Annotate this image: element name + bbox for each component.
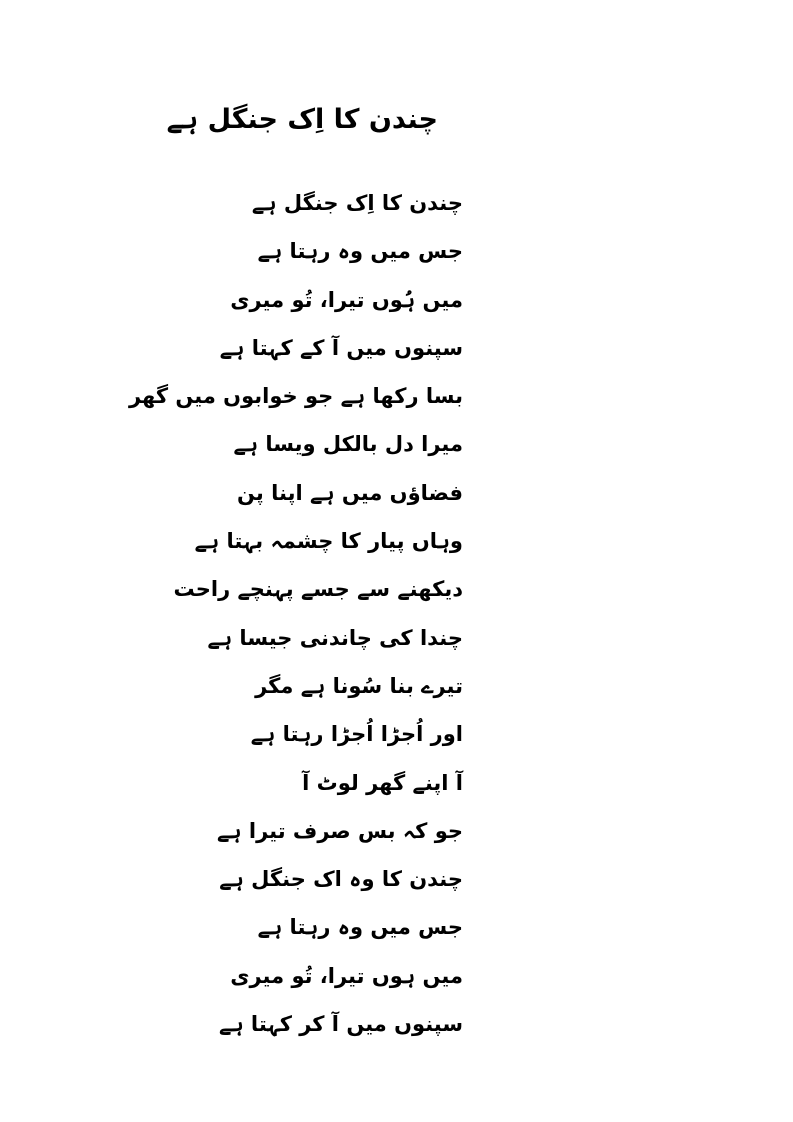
verse-line: آ اپنے گھر لوٹ آ: [302, 770, 463, 795]
verse-line: فضاؤں میں ہے اپنا پن: [237, 480, 463, 505]
verse-line: میں ہوں تیرا، تُو میری: [230, 963, 463, 988]
verse-line: جس میں وہ رہتا ہے: [257, 239, 463, 264]
verse-line: اور اُجڑا اُجڑا رہتا ہے: [250, 722, 463, 747]
verse-line: چندن کا وہ اک جنگل ہے: [219, 867, 463, 892]
verse-line: چندن کا اِک جنگل ہے: [251, 191, 463, 215]
verse-line: سپنوں میں آ کر کہتا ہے: [219, 1012, 463, 1037]
verse-line: میں ہُوں تیرا، تُو میری: [230, 287, 463, 312]
verse-line: سپنوں میں آ کے کہتا ہے: [219, 335, 463, 360]
verse-line: بسا رکھا ہے جو خوابوں میں گھر: [128, 384, 463, 409]
poem-title: چندن کا اِک جنگل ہے: [166, 104, 438, 135]
verse-line: وہاں پیار کا چشمہ بہتا ہے: [194, 529, 463, 554]
verse-line: جس میں وہ رہتا ہے: [257, 915, 463, 940]
verse-line: میرا دل بالکل ویسا ہے: [233, 432, 463, 457]
verse-line: جو کہ بس صرف تیرا ہے: [216, 818, 463, 843]
verse-line: چندا کی چاندنی جیسا ہے: [207, 625, 463, 650]
verse-line: دیکھنے سے جسے پہنچے راحت: [173, 577, 463, 602]
verse-line: تیرے بنا سُونا ہے مگر: [255, 673, 463, 698]
poem-body: [128, 183, 463, 1052]
